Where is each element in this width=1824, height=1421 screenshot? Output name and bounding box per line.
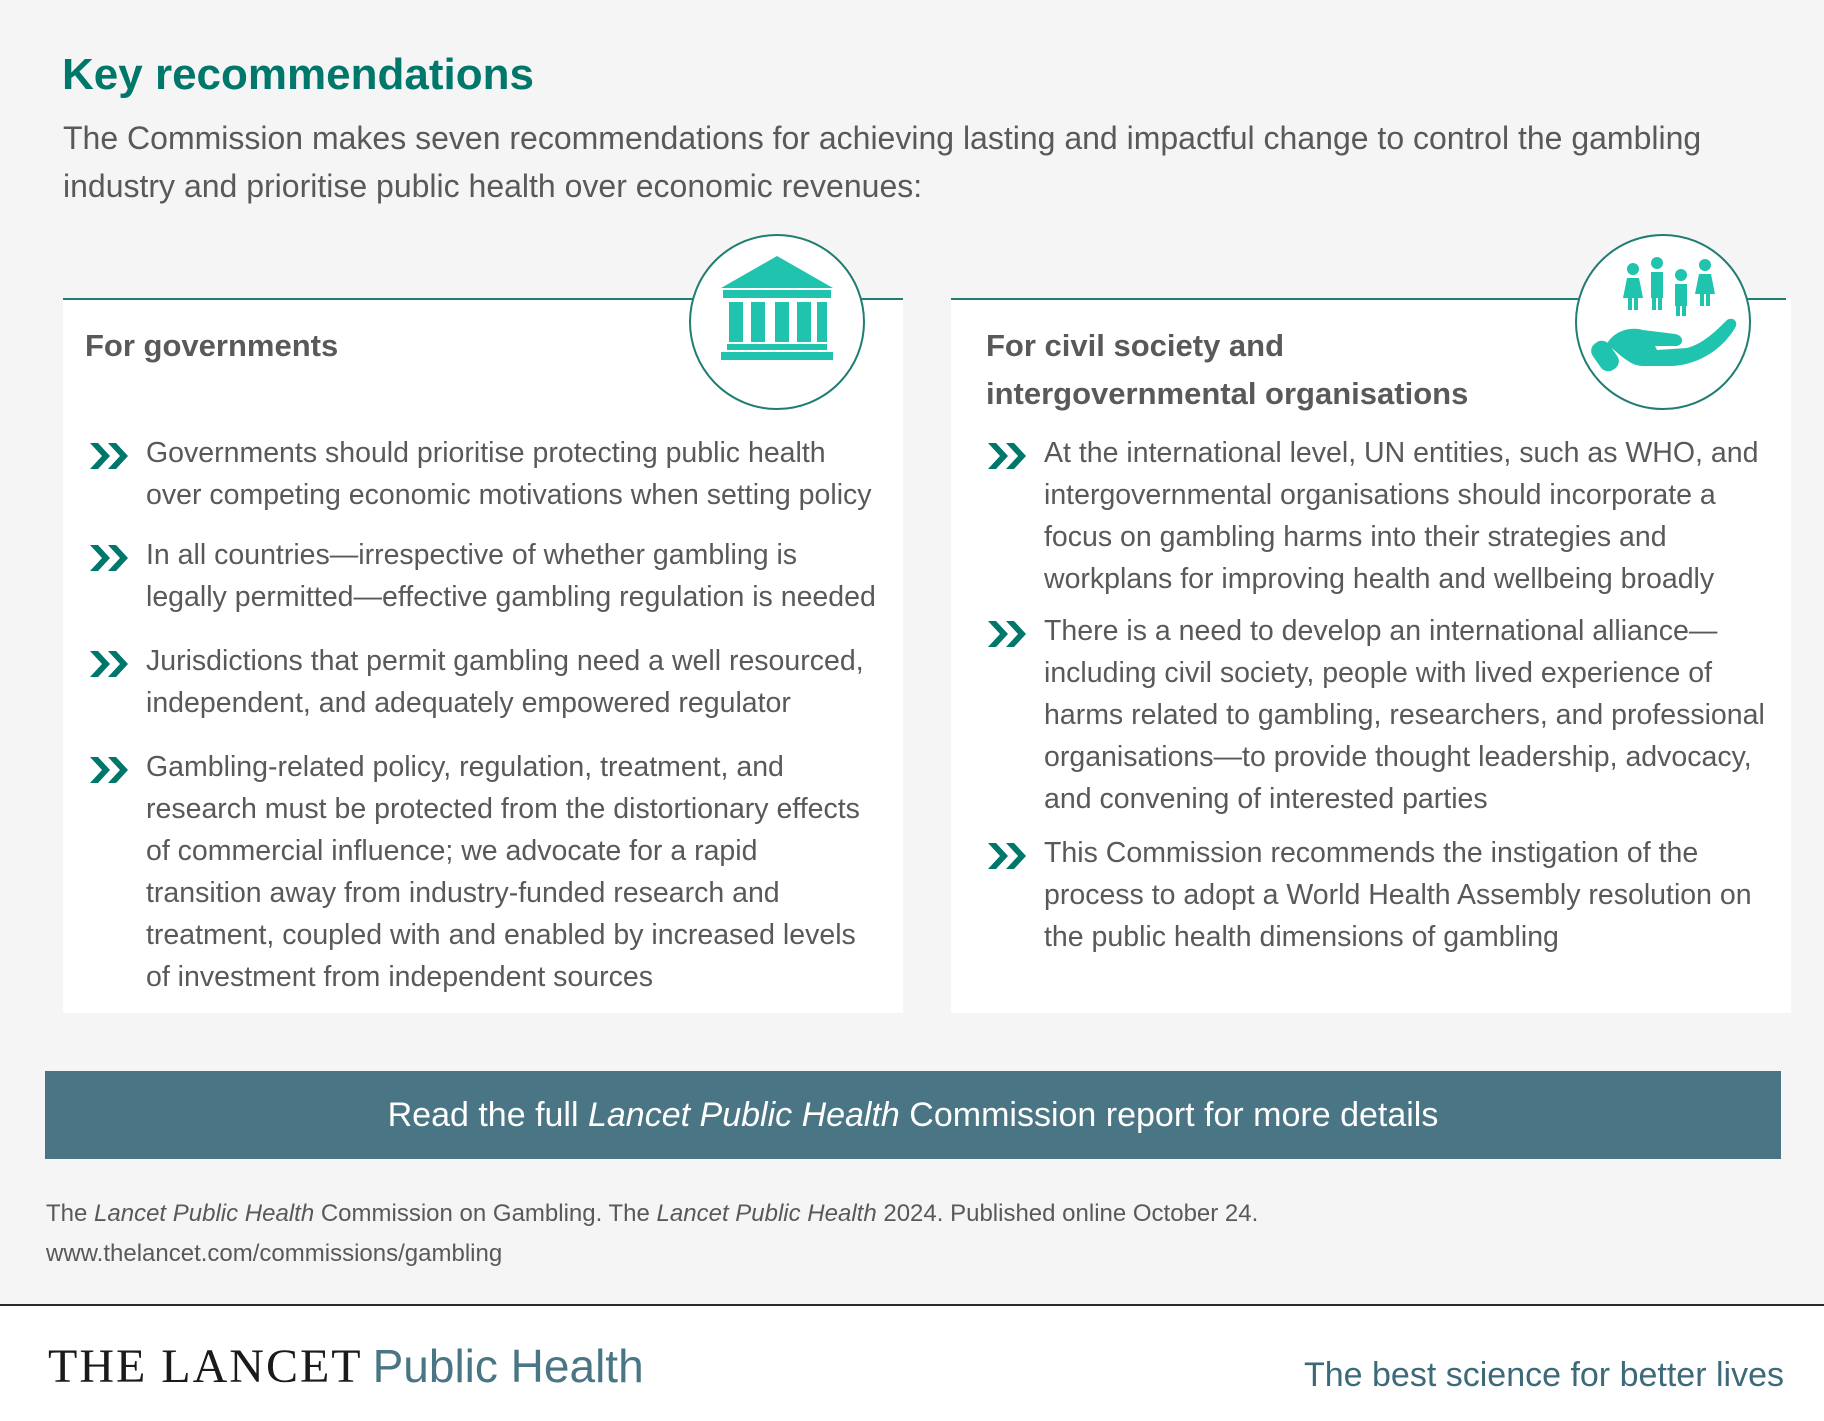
government-building-icon [689,234,865,410]
brand-sub: Public Health [372,1340,644,1392]
double-chevron-icon [88,649,130,679]
citation [46,1194,1258,1274]
banner-journal-name: Lancet Public Health [587,1096,900,1134]
double-chevron-icon [88,441,130,471]
list-item [88,746,878,998]
double-chevron-icon [88,543,130,573]
intro-text: The Commission makes seven recommendations for achieving lasting and impactful change to control the gambling industry and prioritise public health over economic revenues: [63,120,1702,204]
civil-society-recommendation-list [986,432,1776,958]
double-chevron-icon [986,441,1028,471]
tagline: The best science for better lives [1303,1356,1784,1394]
brand-main: THE LANCET [48,1340,363,1393]
list-item [88,534,878,618]
recommendation-text: Jurisdictions that permit gambling need a well resourced, independent, and adequately empowered regulator [146,645,864,719]
recommendation-text: In all countries—irrespective of whether gambling is legally permitted—effective gambling regulation is needed [146,539,876,613]
citation-part: 2024. Published online October 24. [876,1200,1259,1227]
governments-heading: For governments [85,328,339,363]
people-in-hand-icon [1575,234,1751,410]
citation-journal: Lancet Public Health [656,1200,877,1227]
double-chevron-icon [986,841,1028,871]
citation-url[interactable]: www.thelancet.com/commissions/gambling [46,1240,503,1267]
list-item [88,640,878,724]
citation-part: Commission on Gambling. The [314,1200,657,1227]
citation-part: The [46,1200,95,1227]
governments-recommendation-list [88,432,878,998]
list-item [986,832,1776,958]
read-report-banner[interactable] [45,1071,1781,1159]
list-item [88,432,878,516]
page-title: Key recommendations [62,50,534,99]
banner-text-pre: Read the full [387,1096,588,1134]
double-chevron-icon [88,755,130,785]
list-item [986,610,1776,820]
lancet-logo [48,1336,644,1397]
recommendation-text: Governments should prioritise protecting public health over competing economic motivations when setting policy [146,437,872,511]
recommendation-text: This Commission recommends the instigation of the process to adopt a World Health Assembly resolution on the public health dimensions of gambling [1044,837,1752,953]
civil-society-heading: For civil society and intergovernmental organisations [986,328,1469,411]
recommendation-text: There is a need to develop an international alliance—including civil society, people with lived experience of harms related to gambling, researchers, and professional organisations—to provide thought leadership, advocacy, and convening of interested parties [1044,615,1765,815]
double-chevron-icon [986,619,1028,649]
banner-text-post: Commission report for more details [899,1096,1439,1134]
recommendation-text: Gambling-related policy, regulation, treatment, and research must be protected from the distortionary effects of commercial influence; we advocate for a rapid transition away from industry-funded research and treatment, coupled with and enabled by increased levels of investment from independent sources [146,751,860,993]
list-item [986,432,1776,600]
citation-journal: Lancet Public Health [94,1200,315,1227]
recommendation-text: At the international level, UN entities, such as WHO, and intergovernmental organisations should incorporate a focus on gambling harms into their strategies and workplans for improving health and wellbeing broadly [1044,437,1759,595]
